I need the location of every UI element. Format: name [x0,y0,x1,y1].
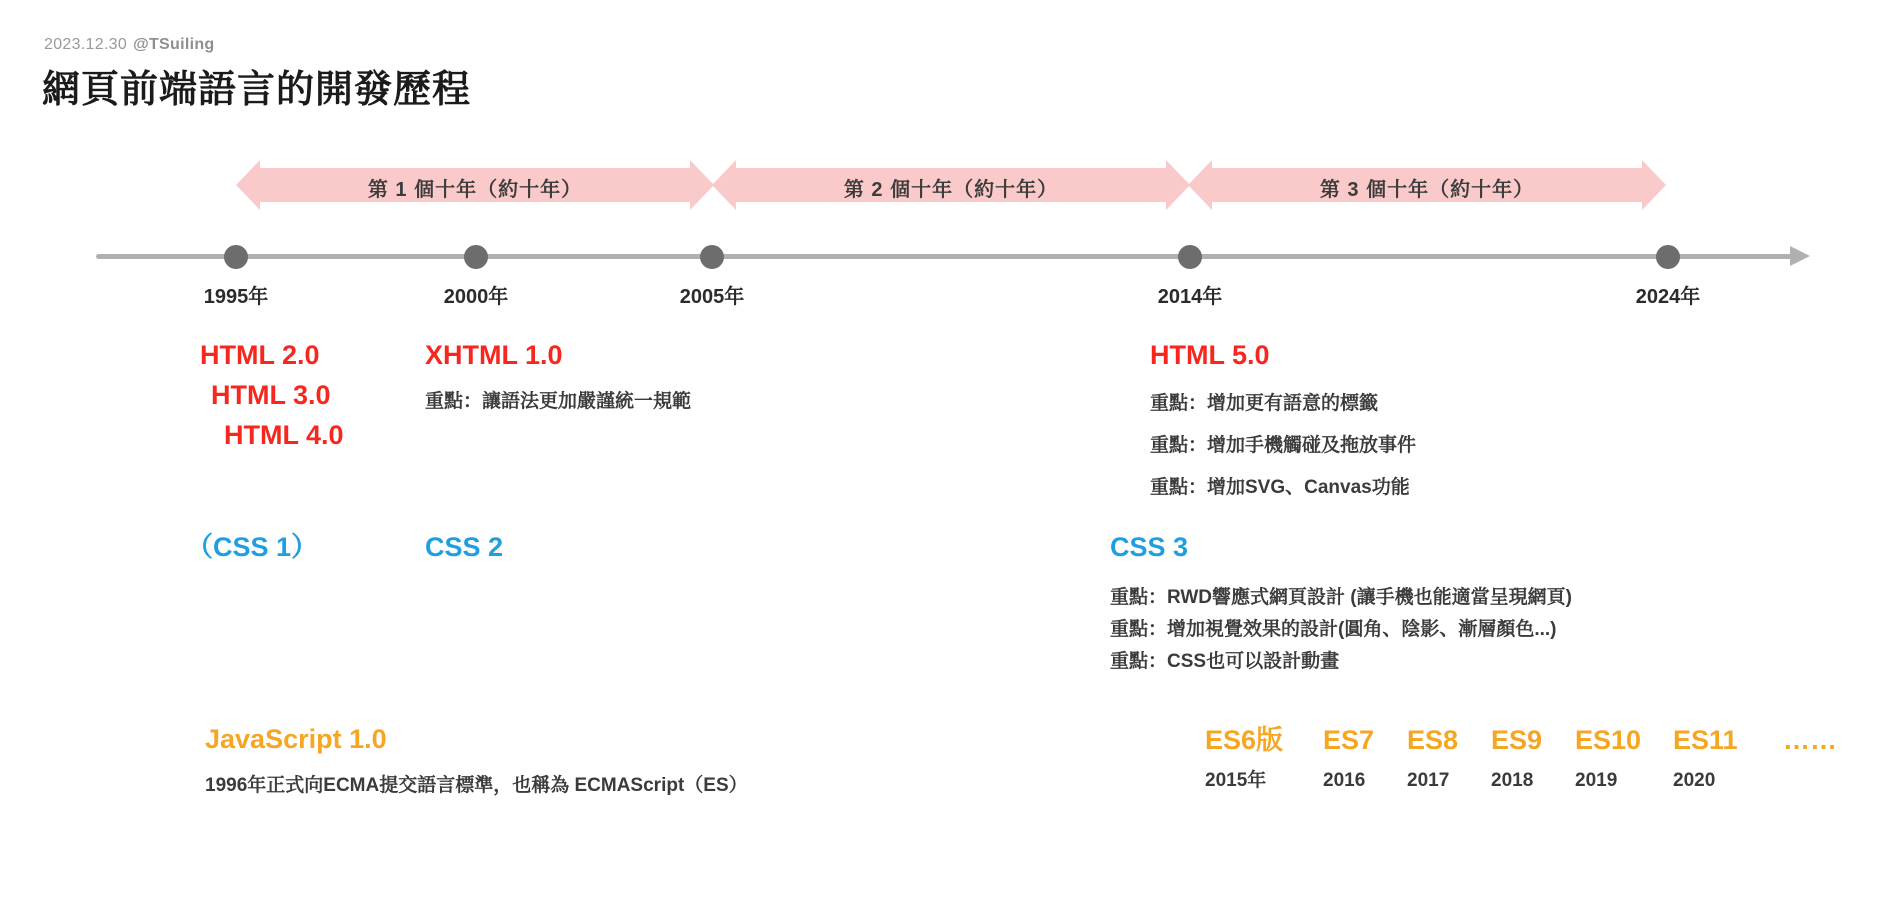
es-version: ES11 [1673,725,1738,755]
es-year: 2018 [1491,770,1534,791]
decade-arrow-1 [236,160,714,210]
xhtml-block [425,336,691,418]
html5-details [1150,388,1416,504]
ecmascript-block [1205,718,1837,792]
html-version-item: HTML 3.0 [211,379,331,410]
timeline-dot-2000 [464,245,488,269]
html-version-item: HTML 4.0 [224,419,344,450]
decade-label: 第 1 個十年（約十年） [367,179,583,201]
css3-details [1110,582,1572,678]
html-version-item: HTML 2.0 [200,340,320,370]
css3-detail: 重點：增加視覺效果的設計(圓角、陰影、漸層顏色...) [1110,618,1557,640]
timeline-label-1995: 1995年 [203,286,269,308]
es-version-more: …… [1783,725,1837,755]
es-year: 2017 [1407,770,1450,791]
date-text: 2023.12.30 [44,36,128,53]
page-title: 網頁前端語言的開發歷程 [42,69,472,111]
javascript-block [205,720,748,802]
es-version: ES9 [1491,725,1543,755]
es-year: 2020 [1673,770,1716,791]
timeline-axis [96,254,1796,259]
es-year: 2019 [1575,770,1618,791]
timeline-label-2005: 2005年 [679,286,745,308]
decade-label: 第 3 個十年（約十年） [1319,179,1535,201]
timeline-dot-2005 [700,245,724,269]
html-early-block [176,336,344,456]
html5-block [1150,336,1416,504]
html5-detail: 重點：增加更有語意的標籤 [1150,392,1379,414]
ecmascript-versions [1205,718,1837,757]
es-version: ES8 [1407,725,1459,755]
html5-title: HTML 5.0 [1150,340,1270,370]
timeline-label-2024: 2024年 [1635,286,1701,308]
css2-title: CSS 2 [425,532,504,562]
ecmascript-years [1205,765,1837,792]
es-year: 2016 [1323,770,1366,791]
timeline-label-2014: 2014年 [1157,286,1223,308]
css3-detail: 重點：CSS也可以設計動畫 [1110,650,1340,672]
xhtml-title: XHTML 1.0 [425,340,563,370]
es-version: ES6版 [1205,725,1284,755]
html5-detail: 重點：增加手機觸碰及拖放事件 [1150,434,1417,456]
meta-line [44,36,214,54]
css3-title: CSS 3 [1110,532,1189,562]
es-version: ES10 [1575,725,1642,755]
javascript-title: JavaScript 1.0 [205,724,387,754]
timeline-label-2000: 2000年 [443,286,509,308]
es-year: 2015年 [1205,770,1267,791]
timeline-dot-2024 [1656,245,1680,269]
javascript-detail: 1996年正式向ECMA提交語言標準，也稱為 ECMAScript（ES） [205,774,748,796]
html5-detail: 重點：增加SVG、Canvas功能 [1150,476,1410,498]
author-handle: @TSuiling [133,36,215,53]
timeline-dot-2014 [1178,245,1202,269]
timeline-arrow-icon [1790,246,1810,266]
css1-title: （CSS 1） [186,532,319,562]
decade-label: 第 2 個十年（約十年） [843,179,1059,201]
css3-detail: 重點：RWD響應式網頁設計 (讓手機也能適當呈現網頁) [1110,586,1572,608]
css3-block [1110,528,1572,678]
css2-block [425,528,503,568]
decade-arrow-2 [712,160,1190,210]
decade-arrow-3 [1188,160,1666,210]
timeline-dot-1995 [224,245,248,269]
es-version: ES7 [1323,725,1375,755]
css1-block [186,528,318,568]
xhtml-detail: 重點：讓語法更加嚴謹統一規範 [425,390,692,412]
